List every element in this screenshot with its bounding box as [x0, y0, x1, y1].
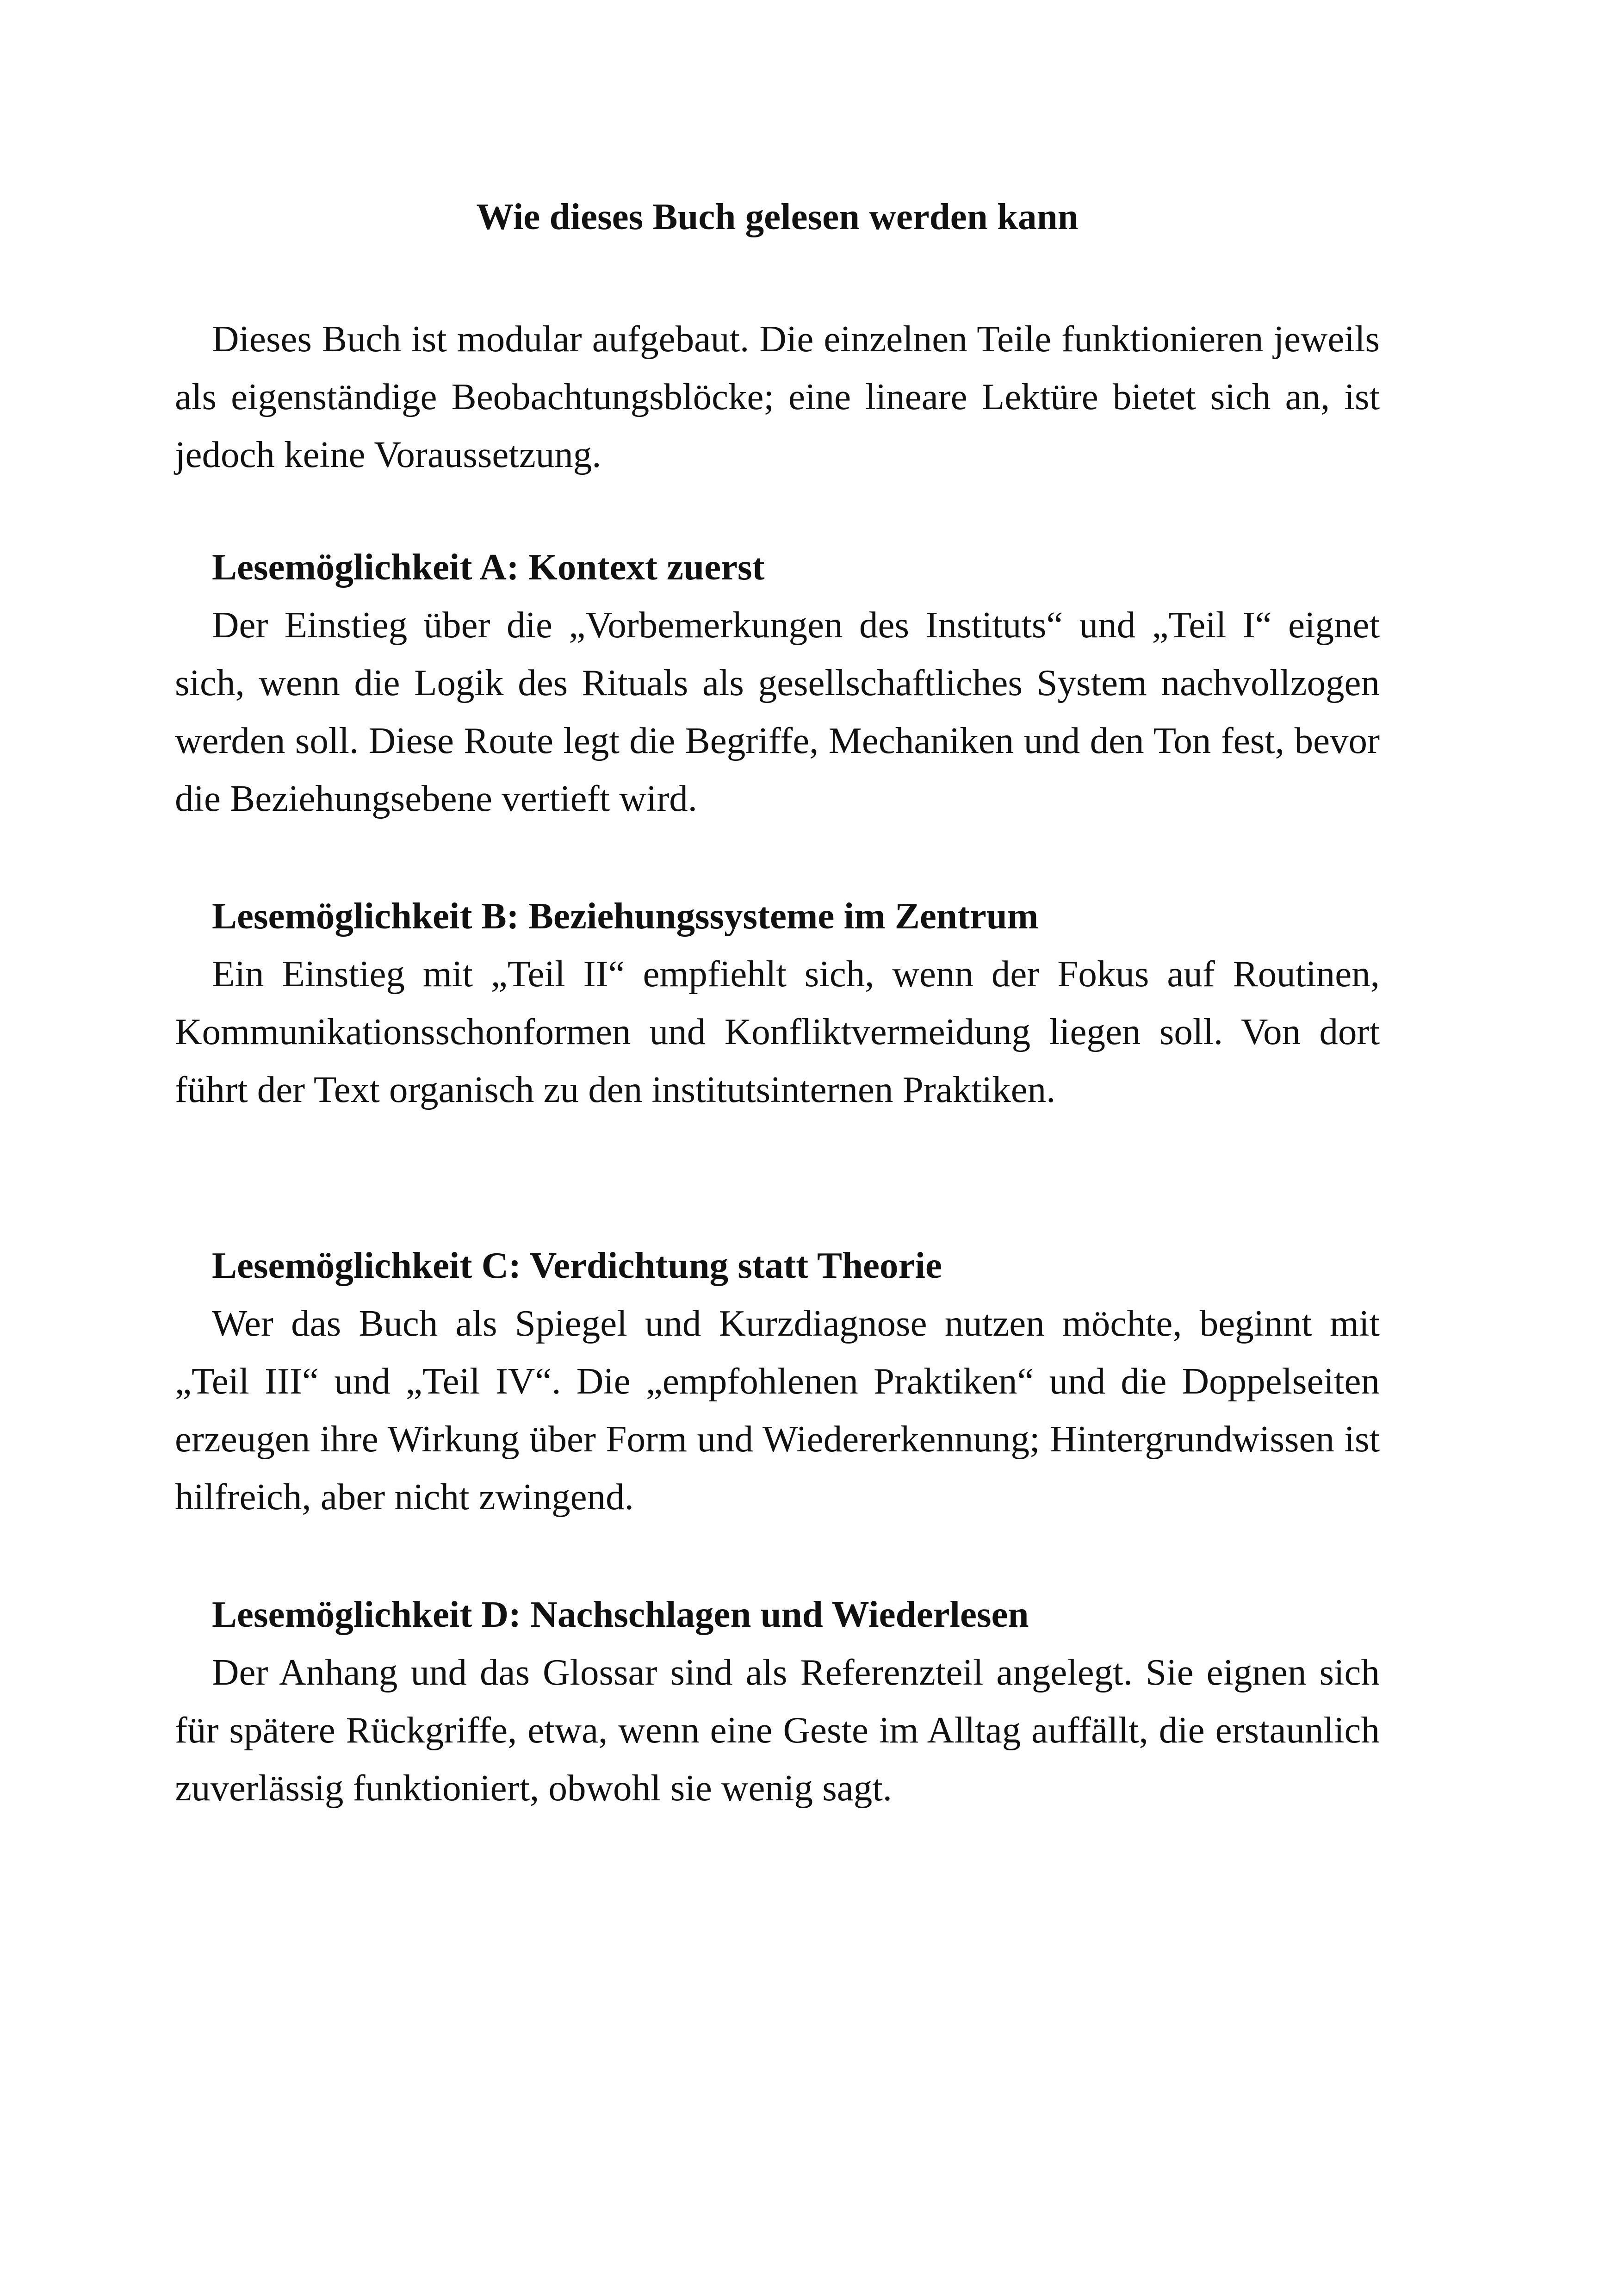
section-a [175, 538, 1380, 828]
section-paragraph: Wer das Buch als Spiegel und Kurzdiagnose nutzen möchte, beginnt mit „Teil III“ und „Teil IV“. Die „empfohlenen Praktiken“ und die Doppelseiten erzeugen ihre Wirkung über Form und Wiedererkennung; Hintergrundwissen ist hilfreich, aber nicht zwingend. [175, 1302, 1380, 1518]
section-c [175, 1237, 1380, 1526]
section-paragraph: Ein Einstieg mit „Teil II“ empfiehlt sich, wenn der Fokus auf Routinen, Kommunikationsschonformen und Konfliktvermeidung liegen soll. Von dort führt der Text organisch zu den institutsinternen Praktiken. [175, 953, 1380, 1110]
section-paragraph: Der Einstieg über die „Vorbemerkungen des Instituts“ und „Teil I“ eignet sich, wenn die Logik des Rituals als gesellschaftliches System nachvollzogen werden soll. Diese Route legt die Begriffe, Mechaniken und den Ton fest, bevor die Beziehungsebene vertieft wird. [175, 604, 1380, 819]
intro-block [175, 310, 1380, 484]
section-heading: Lesemöglichkeit B: Beziehungssysteme im Zentrum [212, 895, 1039, 937]
section-b [175, 887, 1380, 1119]
intro-paragraph: Dieses Buch ist modular aufgebaut. Die einzelnen Teile funktionieren jeweils als eigenständige Beobachtungsblöcke; eine lineare Lektüre bietet sich an, ist jedoch keine Voraussetzung. [175, 318, 1380, 475]
section-heading: Lesemöglichkeit A: Kontext zuerst [212, 546, 765, 588]
section-paragraph: Der Anhang und das Glossar sind als Referenzteil angelegt. Sie eignen sich für spätere Rückgriffe, etwa, wenn eine Geste im Alltag auffällt, die erstaunlich zuverlässig funktioniert, obwohl sie wenig sagt. [175, 1651, 1380, 1809]
section-heading: Lesemöglichkeit C: Verdichtung statt Theorie [212, 1244, 942, 1286]
page-title: Wie dieses Buch gelesen werden kann [476, 196, 1079, 237]
section-heading: Lesemöglichkeit D: Nachschlagen und Wiederlesen [212, 1593, 1029, 1635]
section-d [175, 1586, 1380, 1817]
